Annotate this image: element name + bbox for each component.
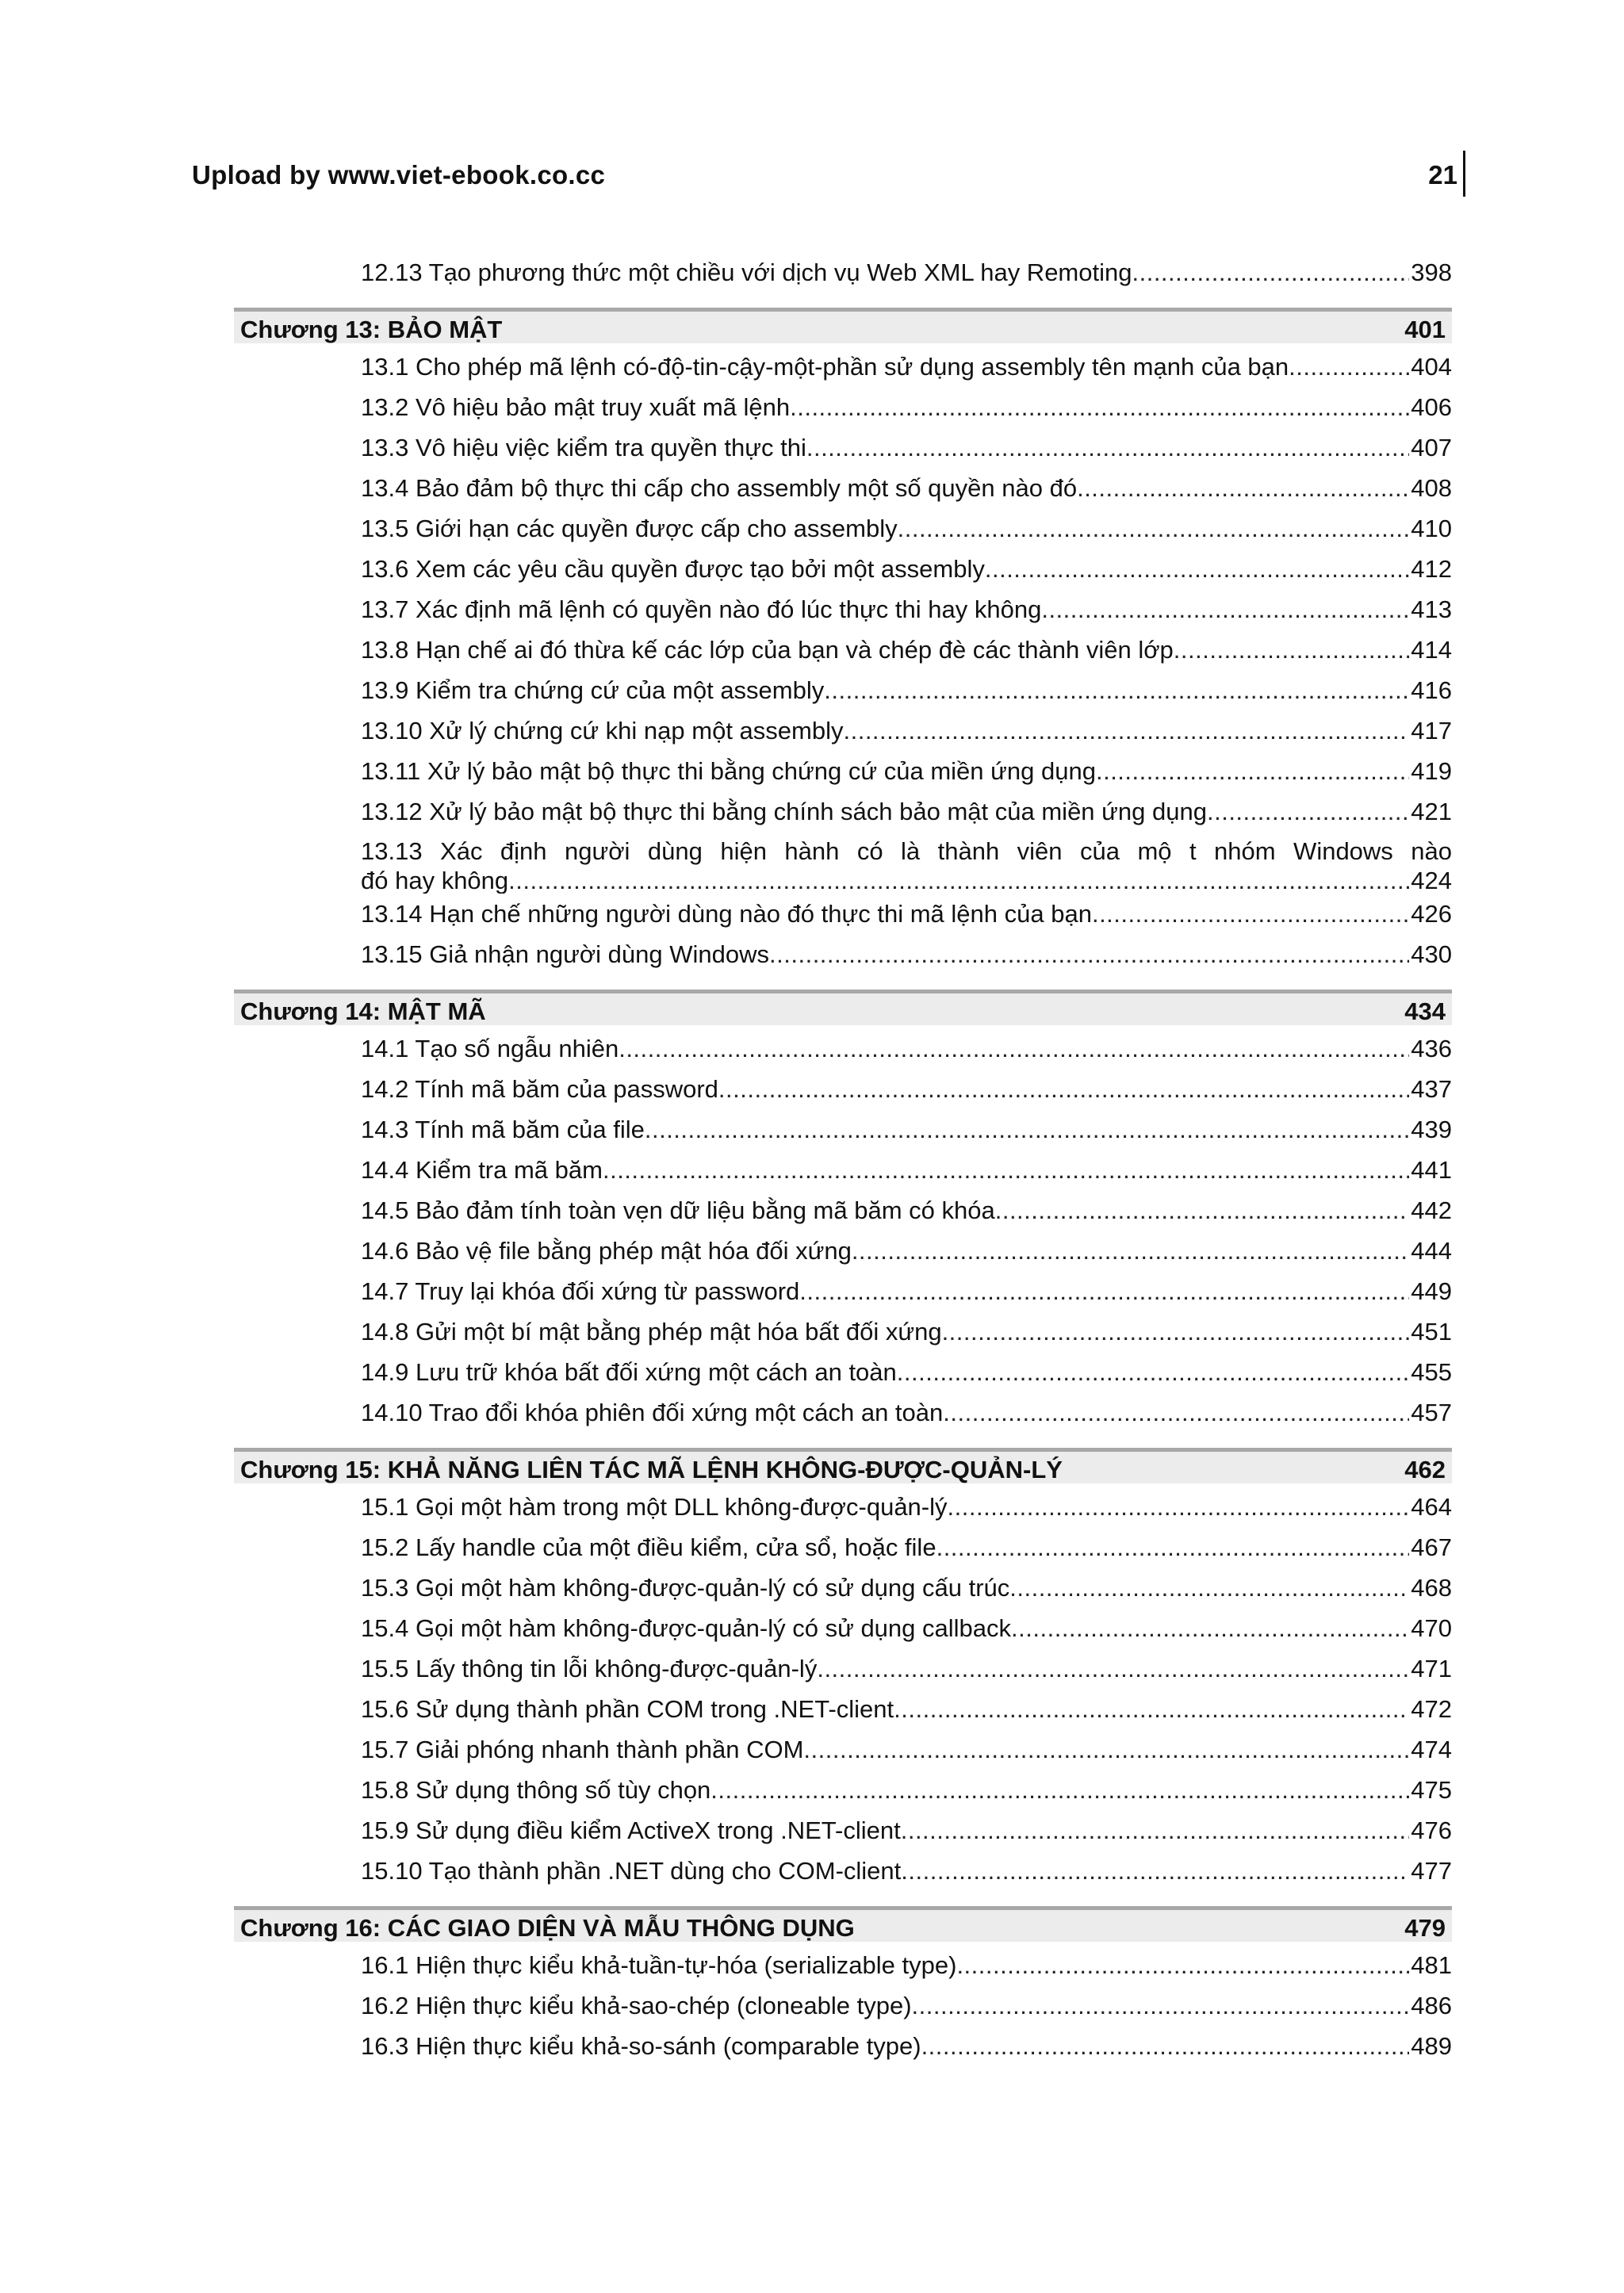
toc-entry-page: 457 (1411, 1399, 1452, 1426)
toc-entry-title: 14.10 Trao đổi khóa phiên đối xứng một cách an toàn (361, 1399, 944, 1426)
dot-leader (806, 427, 1409, 468)
dot-leader (912, 1985, 1410, 2026)
toc-entry-title: 15.1 Gọi một hàm trong một DLL không-được-quản-lý (361, 1493, 948, 1521)
toc-entry[interactable] (297, 549, 1452, 589)
toc-entry-page: 442 (1411, 1196, 1452, 1224)
toc-entry-title: 16.1 Hiện thực kiểu khả-tuần-tự-hóa (serializable type) (361, 1951, 957, 1979)
toc-entry[interactable] (297, 1028, 1452, 1069)
chapter-title: Chương 14: MẬT MÃ (240, 997, 486, 1025)
toc-entry-page: 424 (1411, 867, 1452, 894)
dot-leader (803, 1729, 1409, 1770)
toc-entry-page: 410 (1411, 515, 1452, 542)
toc-entry-page: 421 (1411, 798, 1452, 825)
header-divider (1463, 151, 1465, 197)
toc-entry-title: 13.1 Cho phép mã lệnh có-độ-tin-cậy-một-phần sử dụng assembly tên mạnh của bạn (361, 353, 1289, 381)
toc-entry-page: 444 (1411, 1237, 1452, 1265)
toc-entry[interactable] (297, 1352, 1452, 1392)
toc-entry-page: 430 (1411, 940, 1452, 968)
toc-entry-title: 13.9 Kiểm tra chứng cứ của một assembly (361, 676, 825, 704)
dot-leader (799, 1271, 1409, 1311)
toc-entry-title: 15.5 Lấy thông tin lỗi không-được-quản-lý (361, 1655, 818, 1682)
dot-leader (897, 1352, 1409, 1392)
toc-entry[interactable] (297, 751, 1452, 791)
dot-leader (936, 1527, 1410, 1568)
toc-entry-page: 481 (1411, 1951, 1452, 1979)
dot-leader (901, 1810, 1410, 1851)
dot-leader (921, 2026, 1410, 2066)
toc-entry-title: 16.2 Hiện thực kiểu khả-sao-chép (cloneable type) (361, 1992, 912, 2019)
dot-leader (1041, 589, 1409, 630)
toc-entry-title: 13.8 Hạn chế ai đó thừa kế các lớp của bạn và chép đè các thành viên lớp (361, 636, 1174, 664)
toc-entry-page: 437 (1411, 1075, 1452, 1103)
dot-leader (995, 1190, 1410, 1231)
dot-leader (898, 508, 1410, 549)
toc-entry-page: 441 (1411, 1156, 1452, 1184)
chapter-title: Chương 16: CÁC GIAO DIỆN VÀ MẪU THÔNG DỤNG (240, 1914, 855, 1942)
toc-entry-page: 477 (1411, 1857, 1452, 1885)
dot-leader (1174, 630, 1409, 670)
toc-entry-title: 14.4 Kiểm tra mã băm (361, 1156, 603, 1184)
dot-leader (1092, 894, 1409, 934)
dot-leader (985, 549, 1409, 589)
toc-entry-page: 404 (1411, 353, 1452, 381)
toc-entry-title: 15.6 Sử dụng thành phần COM trong .NET-client (361, 1695, 894, 1723)
toc-entry[interactable] (297, 1150, 1452, 1190)
toc-entry-page: 414 (1411, 636, 1452, 664)
dot-leader (942, 1311, 1410, 1352)
toc-entry-title: 14.1 Tạo số ngẫu nhiên (361, 1035, 619, 1062)
toc-entry-title: 14.7 Truy lại khóa đối xứng từ password (361, 1277, 800, 1305)
toc-entry[interactable] (297, 1109, 1452, 1150)
upload-credit: Upload by www.viet-ebook.co.cc (192, 160, 606, 189)
toc-entry-title: 14.5 Bảo đảm tính toàn vẹn dữ liệu bằng mã băm có khóa (361, 1196, 995, 1224)
toc-entry-page: 470 (1411, 1614, 1452, 1642)
dot-leader (1096, 751, 1409, 791)
toc-entry-page: 468 (1411, 1574, 1452, 1602)
toc-entry-page: 413 (1411, 595, 1452, 623)
toc-entry[interactable] (297, 346, 1452, 387)
toc-entry-title: 15.4 Gọi một hàm không-được-quản-lý có sử dụng callback (361, 1614, 1012, 1642)
toc-entry[interactable] (297, 1689, 1452, 1729)
dot-leader (824, 670, 1409, 710)
toc-entry-title: 13.3 Vô hiệu việc kiểm tra quyền thực thi (361, 434, 806, 461)
dot-leader (1009, 1568, 1409, 1608)
toc-entry[interactable] (297, 252, 1452, 293)
toc-entry[interactable] (297, 427, 1452, 468)
chapter-title: Chương 15: KHẢ NĂNG LIÊN TÁC MÃ LỆNH KHÔNG-ĐƯỢC-QUẢN-LÝ (240, 1456, 1063, 1483)
dot-leader (1132, 252, 1409, 293)
dot-leader (1289, 346, 1409, 387)
chapter-page: 434 (1404, 997, 1446, 1025)
table-of-contents (240, 252, 1452, 2066)
toc-entry-page: 436 (1411, 1035, 1452, 1062)
toc-entry[interactable] (297, 1945, 1452, 1985)
chapter-page: 462 (1404, 1456, 1446, 1483)
toc-entry-page: 471 (1411, 1655, 1452, 1682)
toc-entry[interactable] (297, 894, 1452, 934)
dot-leader (948, 1487, 1410, 1527)
toc-entry-page: 407 (1411, 434, 1452, 461)
toc-entry-title: 13.2 Vô hiệu bảo mật truy xuất mã lệnh (361, 393, 791, 421)
dot-leader (901, 1851, 1409, 1891)
toc-entry-title-line2: đó hay không (361, 867, 509, 894)
toc-entry-title: 14.8 Gửi một bí mật bằng phép mật hóa bất đối xứng (361, 1318, 942, 1346)
toc-entry-title: 13.12 Xử lý bảo mật bộ thực thi bằng chính sách bảo mật của miền ứng dụng (361, 798, 1207, 825)
toc-entry-title: 14.3 Tính mã băm của file (361, 1116, 645, 1143)
toc-entry[interactable] (297, 1608, 1452, 1648)
toc-entry-page: 472 (1411, 1695, 1452, 1723)
toc-entry-title: 12.13 Tạo phương thức một chiều với dịch vụ Web XML hay Remoting (361, 258, 1132, 286)
toc-entry-title: 13.15 Giả nhận người dùng Windows (361, 940, 770, 968)
toc-entry[interactable] (297, 2026, 1452, 2066)
toc-entry-page: 486 (1411, 1992, 1452, 2019)
dot-leader (1077, 468, 1409, 508)
dot-leader (817, 1648, 1409, 1689)
toc-entry[interactable] (297, 832, 1452, 894)
dot-leader (843, 710, 1409, 751)
toc-entry[interactable] (297, 1648, 1452, 1689)
dot-leader (645, 1109, 1409, 1150)
dot-leader (769, 934, 1409, 974)
toc-entry-page: 419 (1411, 757, 1452, 785)
toc-entry-page: 455 (1411, 1358, 1452, 1386)
chapter-heading[interactable] (234, 990, 1452, 1025)
toc-entry[interactable] (297, 1231, 1452, 1271)
toc-entry-title: 13.14 Hạn chế những người dùng nào đó thực thi mã lệnh của bạn (361, 900, 1092, 928)
toc-entry[interactable] (297, 1851, 1452, 1891)
dot-leader (1207, 791, 1409, 832)
toc-entry-page: 406 (1411, 393, 1452, 421)
toc-entry-title: 14.6 Bảo vệ file bằng phép mật hóa đối xứng (361, 1237, 852, 1265)
chapter-heading[interactable] (234, 1448, 1452, 1483)
toc-entry[interactable] (297, 1527, 1452, 1568)
dot-leader (943, 1392, 1409, 1433)
toc-entry-page: 408 (1411, 474, 1452, 502)
toc-entry-title: 14.9 Lưu trữ khóa bất đối xứng một cách an toàn (361, 1358, 897, 1386)
toc-entry[interactable] (297, 1729, 1452, 1770)
toc-entry-page: 426 (1411, 900, 1452, 928)
toc-entry-title: 13.5 Giới hạn các quyền được cấp cho assembly (361, 515, 898, 542)
toc-entry[interactable] (297, 1190, 1452, 1231)
toc-entry[interactable] (297, 508, 1452, 549)
toc-entry-title: 13.6 Xem các yêu cầu quyền được tạo bởi một assembly (361, 555, 985, 583)
toc-entry-page: 451 (1411, 1318, 1452, 1346)
toc-entry[interactable] (297, 1770, 1452, 1810)
dot-leader (718, 1069, 1409, 1109)
dot-leader (894, 1689, 1409, 1729)
toc-entry-page: 412 (1411, 555, 1452, 583)
toc-entry-page: 464 (1411, 1493, 1452, 1521)
toc-entry[interactable] (297, 387, 1452, 427)
toc-entry-page: 449 (1411, 1277, 1452, 1305)
toc-entry-title: 13.4 Bảo đảm bộ thực thi cấp cho assembly một số quyền nào đó (361, 474, 1078, 502)
toc-entry-title: 13.10 Xử lý chứng cứ khi nạp một assembly (361, 717, 844, 745)
toc-entry[interactable] (297, 934, 1452, 974)
toc-entry-title: 13.7 Xác định mã lệnh có quyền nào đó lúc thực thi hay không (361, 595, 1042, 623)
toc-entry-title: 15.2 Lấy handle của một điều kiểm, cửa sổ, hoặc file (361, 1533, 936, 1561)
page-header (192, 155, 1457, 195)
toc-entry[interactable] (297, 791, 1452, 832)
dot-leader (790, 387, 1409, 427)
toc-entry-title: 15.3 Gọi một hàm không-được-quản-lý có sử dụng cấu trúc (361, 1574, 1010, 1602)
toc-entry[interactable] (297, 670, 1452, 710)
toc-entry[interactable] (297, 630, 1452, 670)
toc-entry-title: 16.3 Hiện thực kiểu khả-so-sánh (comparable type) (361, 2032, 921, 2060)
page-number: 21 (1428, 160, 1457, 189)
toc-entry[interactable] (297, 1810, 1452, 1851)
toc-entry-page: 417 (1411, 717, 1452, 745)
toc-entry-page: 467 (1411, 1533, 1452, 1561)
toc-entry-page: 475 (1411, 1776, 1452, 1804)
toc-entry-title-line1: 13.13 Xác định người dùng hiện hành có là thành viên của mộ t nhóm Windows nào (361, 837, 1452, 865)
toc-entry-title: 15.9 Sử dụng điều kiểm ActiveX trong .NET-client (361, 1816, 901, 1844)
chapter-heading[interactable] (234, 1906, 1452, 1942)
toc-entry[interactable] (297, 1985, 1452, 2026)
toc-entry-page: 476 (1411, 1816, 1452, 1844)
toc-entry-page: 489 (1411, 2032, 1452, 2060)
toc-entry[interactable] (297, 710, 1452, 751)
chapter-page: 479 (1404, 1914, 1446, 1942)
toc-entry-title: 15.10 Tạo thành phần .NET dùng cho COM-client (361, 1857, 902, 1885)
dot-leader (852, 1231, 1409, 1271)
dot-leader (619, 1028, 1409, 1069)
dot-leader (508, 867, 1409, 894)
toc-entry[interactable] (297, 468, 1452, 508)
toc-entry[interactable] (297, 1487, 1452, 1527)
dot-leader (710, 1770, 1409, 1810)
toc-entry-page: 398 (1411, 258, 1452, 286)
toc-entry-title: 15.7 Giải phóng nhanh thành phần COM (361, 1736, 804, 1763)
toc-entry[interactable] (297, 1311, 1452, 1352)
toc-entry-page: 416 (1411, 676, 1452, 704)
dot-leader (603, 1150, 1409, 1190)
toc-entry-title: 14.2 Tính mã băm của password (361, 1075, 718, 1103)
toc-entry[interactable] (297, 1271, 1452, 1311)
dot-leader (956, 1945, 1409, 1985)
toc-entry-title: 13.11 Xử lý bảo mật bộ thực thi bằng chứng cứ của miền ứng dụng (361, 757, 1096, 785)
toc-entry-title: 15.8 Sử dụng thông số tùy chọn (361, 1776, 711, 1804)
chapter-title: Chương 13: BẢO MẬT (240, 316, 503, 343)
toc-entry-page: 439 (1411, 1116, 1452, 1143)
chapter-heading[interactable] (234, 308, 1452, 343)
toc-entry[interactable] (297, 589, 1452, 630)
toc-entry[interactable] (297, 1069, 1452, 1109)
toc-entry-page: 474 (1411, 1736, 1452, 1763)
toc-entry[interactable] (297, 1568, 1452, 1608)
dot-leader (1011, 1608, 1409, 1648)
chapter-page: 401 (1404, 316, 1446, 343)
toc-entry[interactable] (297, 1392, 1452, 1433)
